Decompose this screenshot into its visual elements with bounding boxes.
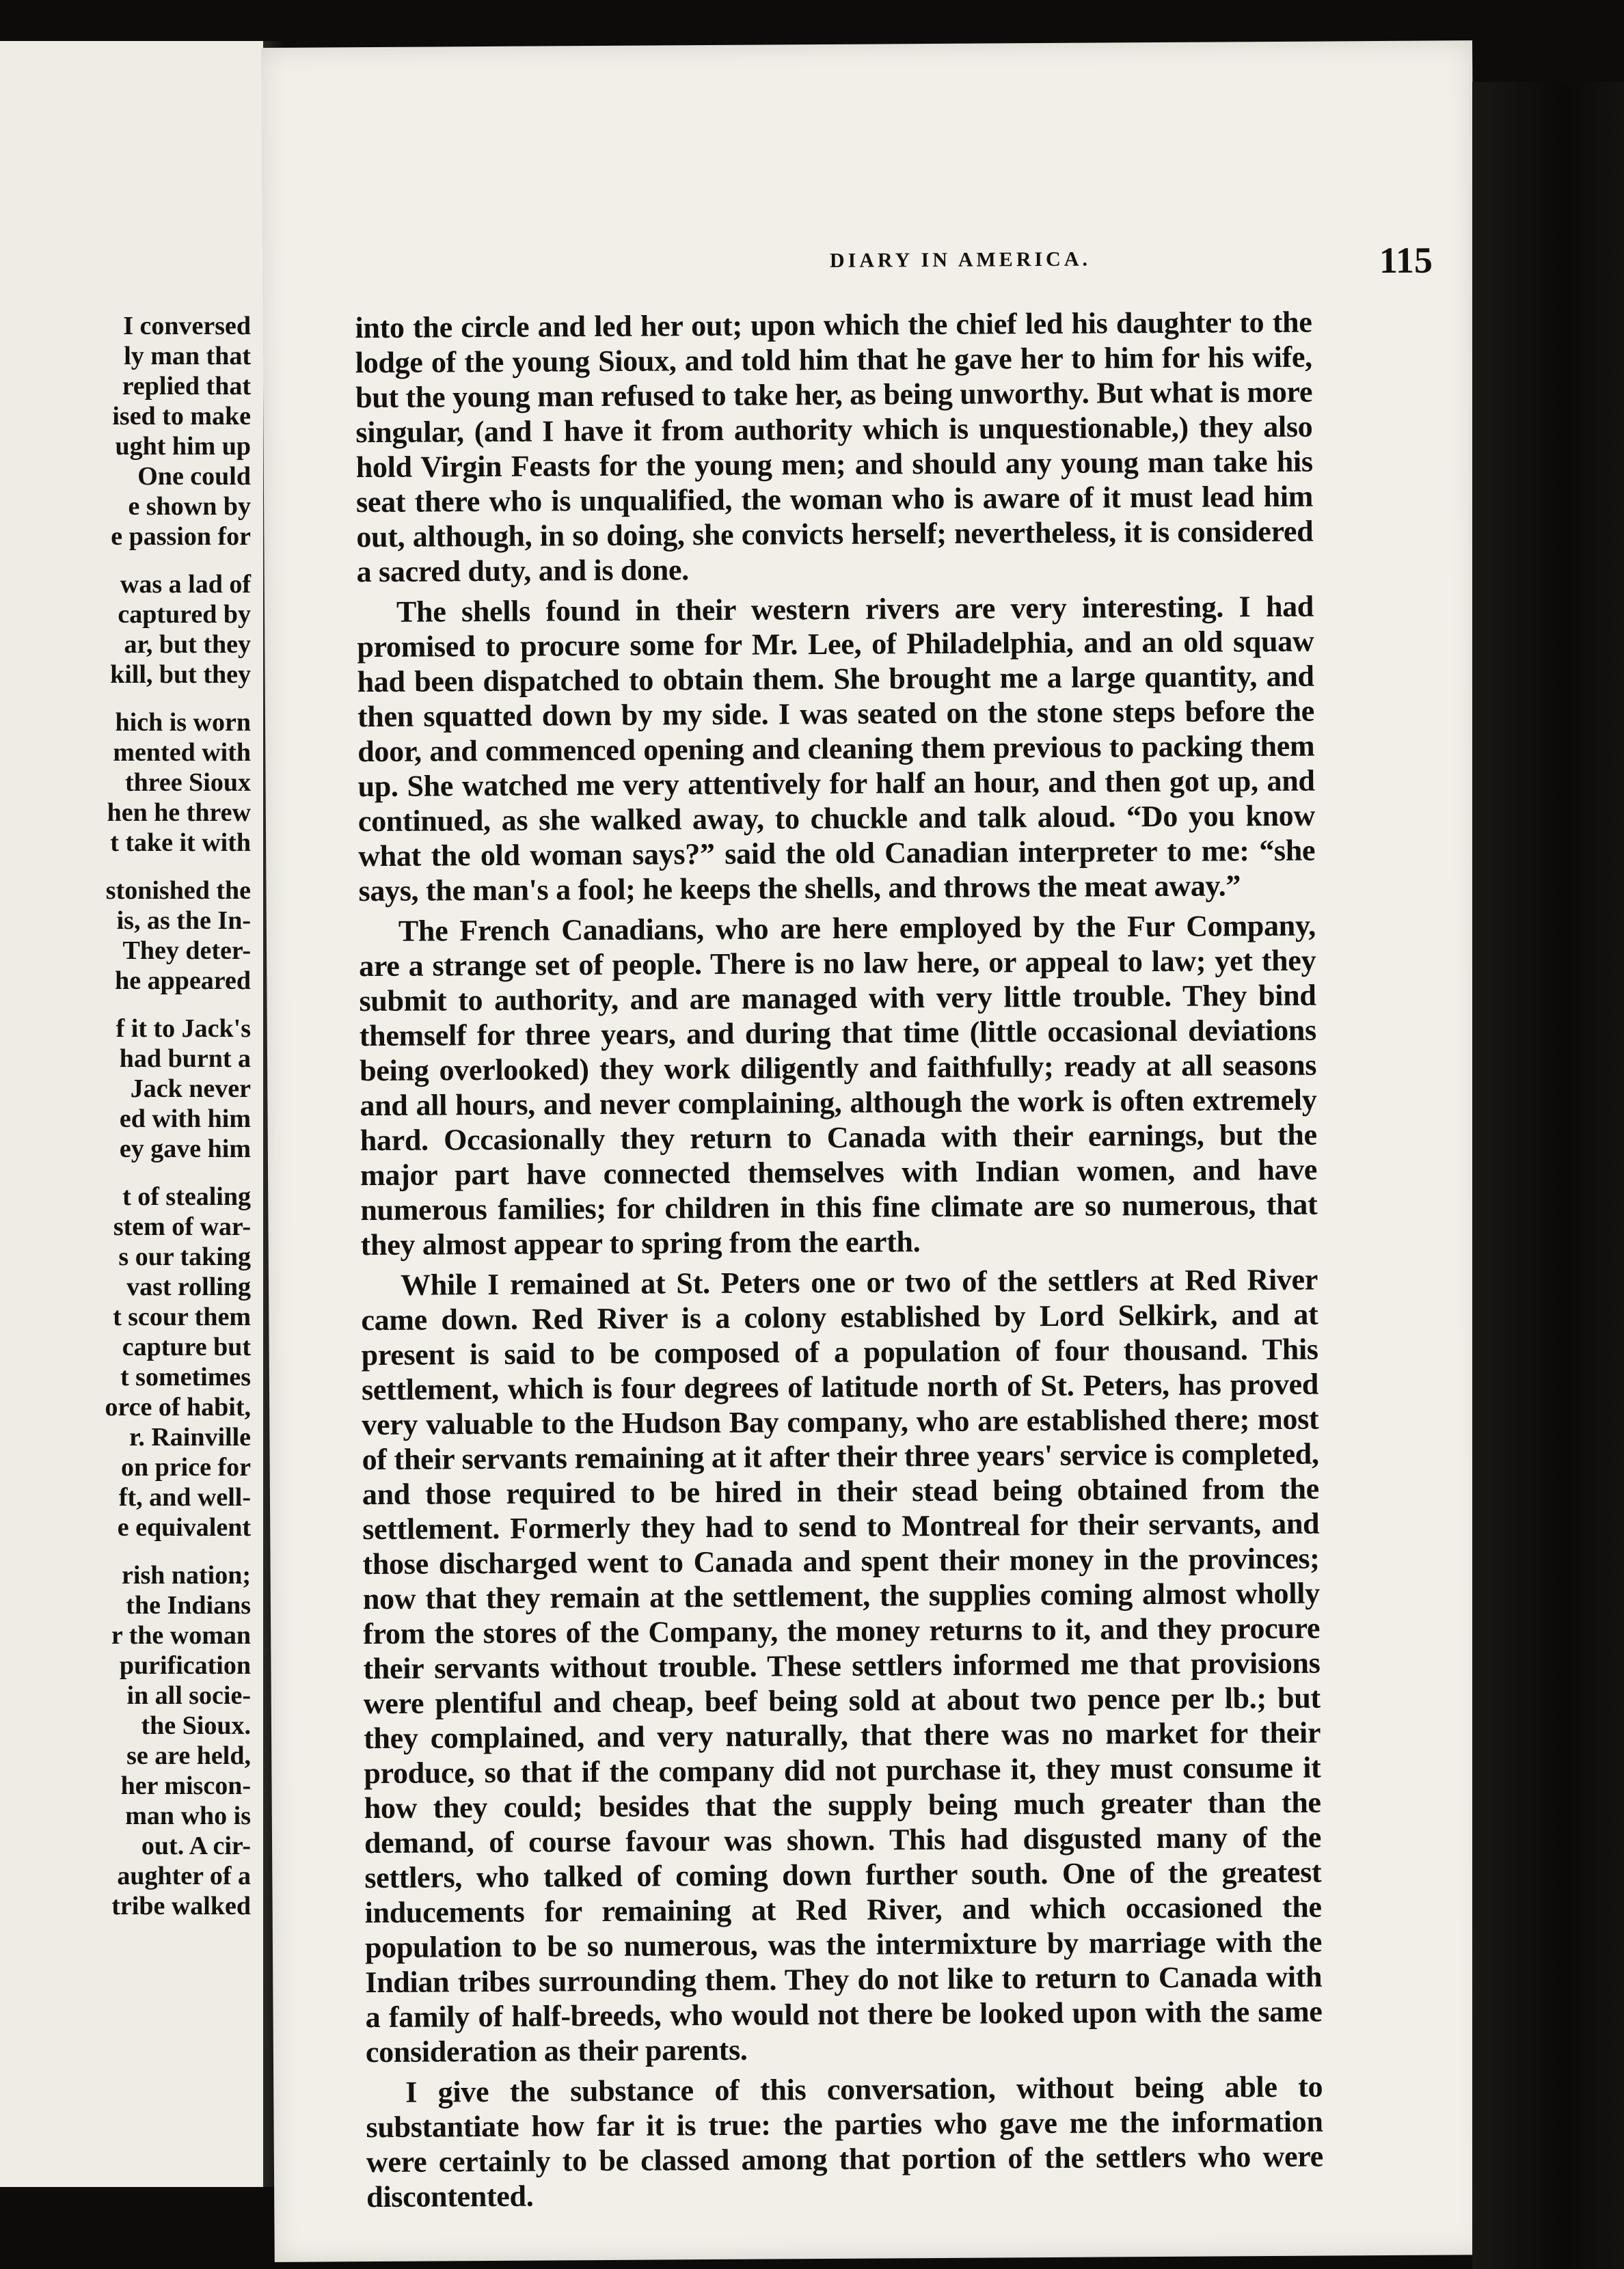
left-page-line: e equivalent	[117, 1513, 251, 1542]
left-page-line: mented with	[113, 738, 251, 767]
left-page-line: the Indians	[126, 1591, 251, 1620]
left-page-line: t scour them	[113, 1303, 251, 1331]
left-page-line: ught him up	[115, 432, 251, 461]
left-page-line: hich is worn	[115, 708, 251, 737]
left-page-line: the Sioux.	[141, 1711, 251, 1740]
left-page-line: hen he threw	[107, 798, 251, 827]
running-title: DIARY IN AMERICA.	[829, 247, 1092, 272]
left-page-line: t sometimes	[120, 1363, 251, 1391]
left-page-line: purification	[119, 1651, 251, 1680]
left-page-line: ar, but they	[124, 630, 251, 659]
left-page-line: was a lad of	[120, 570, 251, 599]
left-page-line: t take it with	[110, 828, 251, 857]
left-page-line: stonished the	[105, 876, 251, 905]
left-page-line: Jack never	[130, 1074, 251, 1103]
paragraph: While I remained at St. Peters one or two of the settlers at Red River came down. Red River is a colony established by Lord Selkirk, and at present is said to be composed of a population of four thousand. This settlement, which is four degrees of latitude north of St. Peters, has proved very valuable to the Hudson Bay company, who are established there; most of their servants remaining at it after their three years' service is completed, and those required to be hired in their stead being obtained from the settlement. Formerly they had to send to Montreal for their servants, and those discharged went to Canada and spent their money in the provinces; now that they remain at the settlement, the supplies coming almost wholly from the stores of the Company, the money returns to it, and they procure their servants without trouble. These settlers informed me that provisions were plentiful and cheap, beef being sold at about two pence per lb.; but they complained, and very naturally, that there was no market for their produce, so that if the company did not purchase it, they must consume it how they could; besides that the supply being much greater than the demand, of course favour was shown. This had disgusted many of the settlers, who talked of coming down further south. One of the greatest inducements for remaining at Red River, and which occasioned the population to be so numerous, was the intermixture by marriage with the Indian tribes surrounding them. They do not like to return to Canada with a family of half-breeds, who would not there be looked upon with the same consideration as their parents.	[361, 1262, 1323, 2069]
left-page-line: ed with him	[119, 1104, 251, 1133]
left-page-line: ly man that	[124, 342, 251, 370]
left-page-line: on price for	[121, 1453, 251, 1482]
left-page-line: in all socie-	[126, 1681, 251, 1710]
page-edges	[1472, 82, 1624, 2269]
left-page-line: her miscon-	[120, 1771, 251, 1800]
paragraph: into the circle and led her out; upon which the chief led his daughter to the lodge of the young Sioux, and told him that he gave her to him for his wife, but the young man refused to take her, as being unworthy. But what is more singular, (and I have it from authority which is unquestionable,) they also hold Virgin Feasts for the young men; and should any young man take his seat there who is unqualified, the woman who is aware of it must lead him out, although, in so doing, she convicts herself; nevertheless, it is considered a sacred duty, and is done.	[355, 305, 1314, 589]
left-page-line: man who is	[125, 1802, 251, 1830]
left-page-line: replied that	[122, 372, 251, 400]
left-page-line: e passion for	[111, 522, 251, 551]
page-body	[355, 305, 1323, 2220]
left-page-line: tribe walked	[111, 1892, 251, 1920]
page-number: 115	[1379, 239, 1433, 282]
running-header	[488, 239, 1474, 293]
left-page-line: he appeared	[115, 966, 251, 995]
paragraph: I give the substance of this conversation, without being able to substantiate how far it is true: the parties who gave me the information were certainly to be classed among that portion of the settlers who were discontented.	[366, 2069, 1324, 2214]
left-page-line: s our taking	[118, 1242, 251, 1271]
left-page-line: kill, but they	[110, 660, 251, 689]
left-page-line: r. Rainville	[128, 1423, 251, 1452]
left-page-line: captured by	[118, 600, 251, 629]
right-page	[261, 40, 1486, 2262]
left-page-line: ft, and well-	[118, 1483, 251, 1512]
left-page-line: f it to Jack's	[116, 1014, 251, 1043]
paragraph: The shells found in their western rivers are very interesting. I had promised to procure some for Mr. Lee, of Philadelphia, and an old squaw had been dispatched to obtain them. She brought me a large quantity, and then squatted down by my side. I was seated on the stone steps before the door, and commenced opening and cleaning them previous to packing them up. She watched me very attentively for half an hour, and then got up, and continued, as she walked away, to chuckle and talk aloud. “Do you know what the old woman says?” said the old Canadian interpreter to me: “she says, the man's a fool; he keeps the shells, and throws the meat away.”	[357, 589, 1316, 908]
left-page-line: se are held,	[126, 1741, 251, 1770]
left-page-line: had burnt a	[119, 1044, 251, 1073]
left-page-line: vast rolling	[126, 1273, 251, 1301]
left-page-line: out. A cir-	[141, 1832, 251, 1860]
left-page-line: orce of habit,	[105, 1393, 251, 1422]
left-page-line: aughter of a	[117, 1862, 251, 1890]
left-page-line: is, as the In-	[116, 906, 251, 935]
left-page-line: rish nation;	[122, 1561, 251, 1590]
left-page-fragment	[0, 41, 263, 2187]
left-page-line: three Sioux	[124, 768, 251, 797]
left-page-line: One could	[137, 462, 251, 491]
left-page-line: They deter-	[122, 936, 251, 965]
paragraph: The French Canadians, who are here employed by the Fur Company, are a strange set of people. There is no law here, or appeal to law; yet they submit to authority, and are managed with very little trouble. They bind themself for three years, and during that time (little occasional deviations being overlooked) they work diligently and faithfully; ready at all seasons and all hours, and never complaining, although the work is often extremely hard. Occasionally they return to Canada with their earnings, but the major part have connected themselves with Indian women, and have numerous families; for children in this fine climate are so numerous, that they almost appear to spring from the earth.	[359, 908, 1318, 1262]
left-page-line: t of stealing	[122, 1182, 251, 1211]
left-page-line: I conversed	[123, 312, 251, 340]
left-page-line: ised to make	[112, 402, 251, 431]
left-page-line: r the woman	[111, 1621, 251, 1650]
left-page-line: capture but	[122, 1333, 251, 1361]
left-page-line: ey gave him	[119, 1134, 251, 1163]
left-page-line: e shown by	[128, 492, 251, 521]
left-page-line: stem of war-	[113, 1212, 251, 1241]
